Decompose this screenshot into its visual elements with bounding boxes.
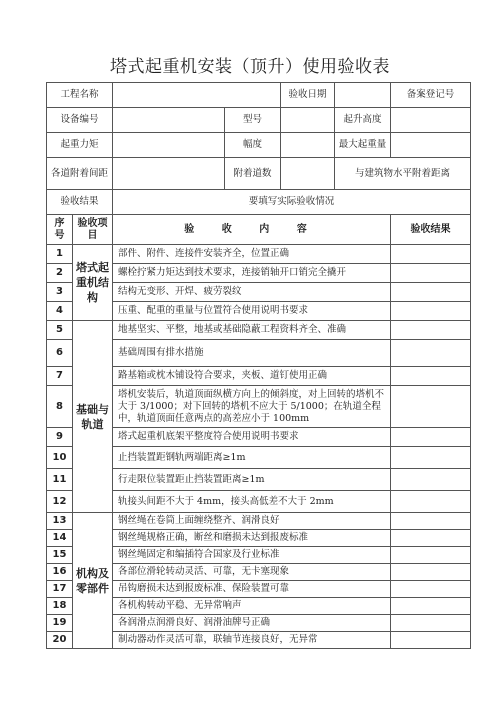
row-content: 吊钩磨损未达到报废标准、保险装置可靠 <box>113 581 391 598</box>
equip-no-value[interactable] <box>113 108 225 133</box>
row-number: 1 <box>47 245 73 264</box>
radius-value[interactable] <box>281 133 335 158</box>
row-content: 部件、附件、连接件安装齐全，位置正确 <box>113 245 391 264</box>
row-result[interactable] <box>391 386 471 428</box>
row-result[interactable] <box>391 302 471 321</box>
row-result[interactable] <box>391 340 471 367</box>
building-dist-label: 与建筑物水平附着距离 <box>335 158 471 190</box>
row-result[interactable] <box>391 447 471 469</box>
row-content: 钢丝绳规格正确，断丝和磨损未达到报废标准 <box>113 530 391 547</box>
row-number: 14 <box>47 530 73 547</box>
row-result[interactable] <box>391 632 471 649</box>
lift-moment-label: 起重力矩 <box>47 133 113 158</box>
row-number: 15 <box>47 547 73 564</box>
equip-no-label: 设备编号 <box>47 108 113 133</box>
page-title: 塔式起重机安装（顶升）使用验收表 <box>110 57 390 77</box>
row-result[interactable] <box>391 245 471 264</box>
row-number: 20 <box>47 632 73 649</box>
category-structure: 塔式起重机结构 <box>73 245 113 321</box>
lift-moment-value[interactable] <box>113 133 225 158</box>
result-header: 验收结果 <box>391 215 471 245</box>
seq-header: 序号 <box>47 215 73 245</box>
project-name-value[interactable] <box>113 83 281 108</box>
project-name-label: 工程名称 <box>47 83 113 108</box>
row-content: 轨接头间距不大于 4mm，接头高低差不大于 2mm <box>113 491 391 513</box>
row-content: 结构无变形、开焊、疲劳裂纹 <box>113 283 391 302</box>
row-number: 16 <box>47 564 73 581</box>
row-result[interactable] <box>391 530 471 547</box>
row-result[interactable] <box>391 564 471 581</box>
row-result[interactable] <box>391 428 471 447</box>
row-number: 5 <box>47 321 73 340</box>
row-content: 基础周围有排水措施 <box>113 340 391 367</box>
row-number: 3 <box>47 283 73 302</box>
row-content: 螺栓拧紧力矩达到技术要求，连接销轴开口销完全撬开 <box>113 264 391 283</box>
row-content: 行走限位装置距止挡装置距离≥1m <box>113 469 391 491</box>
row-content: 各机构转动平稳、无异常响声 <box>113 598 391 615</box>
model-label: 型号 <box>225 108 281 133</box>
lift-height-label: 起升高度 <box>335 108 391 133</box>
attached-count-label: 附着道数 <box>225 158 281 190</box>
row-content: 钢丝绳在卷筒上面缠绕整齐、润滑良好 <box>113 513 391 530</box>
row-result[interactable] <box>391 264 471 283</box>
row-number: 9 <box>47 428 73 447</box>
row-number: 17 <box>47 581 73 598</box>
row-result[interactable] <box>391 513 471 530</box>
max-weight-value[interactable] <box>391 133 471 158</box>
attached-dist-label: 各道附着间距 <box>47 158 113 190</box>
row-number: 4 <box>47 302 73 321</box>
max-weight-label: 最大起重量 <box>335 133 391 158</box>
lift-height-value[interactable] <box>391 108 471 133</box>
row-number: 11 <box>47 469 73 491</box>
row-result[interactable] <box>391 367 471 386</box>
row-content: 塔式起重机底架平整度符合使用说明书要求 <box>113 428 391 447</box>
row-number: 18 <box>47 598 73 615</box>
row-number: 8 <box>47 386 73 428</box>
row-content: 止挡装置距钢轨两端距离≥1m <box>113 447 391 469</box>
row-result[interactable] <box>391 581 471 598</box>
row-result[interactable] <box>391 469 471 491</box>
category-mechanism: 机构及零部件 <box>73 513 113 649</box>
result-label: 验收结果 <box>47 190 113 215</box>
row-number: 12 <box>47 491 73 513</box>
row-result[interactable] <box>391 547 471 564</box>
model-value[interactable] <box>281 108 335 133</box>
row-result[interactable] <box>391 283 471 302</box>
result-note[interactable]: 要填写实际验收情况 <box>113 190 471 215</box>
category-foundation: 基础与轨道 <box>73 321 113 513</box>
accept-date-label: 验收日期 <box>281 83 335 108</box>
row-content: 塔机安装后，轨道顶面纵横方向上的倾斜度，对上回转的塔机不大于 3/1000；对下回转的塔机不应大于 5/1000；在轨道全程中，轨道顶面任意两点的高差应小于 100mm <box>113 386 391 428</box>
row-result[interactable] <box>391 491 471 513</box>
filing-no-label: 备案登记号 <box>391 83 471 108</box>
row-number: 7 <box>47 367 73 386</box>
row-content: 钢丝绳固定和编插符合国家及行业标准 <box>113 547 391 564</box>
row-result[interactable] <box>391 615 471 632</box>
row-result[interactable] <box>391 598 471 615</box>
row-number: 2 <box>47 264 73 283</box>
attached-count-value[interactable] <box>281 158 335 190</box>
content-header: 验 收 内 容 <box>113 215 391 245</box>
attached-dist-value[interactable] <box>113 158 225 190</box>
row-content: 制动器动作灵活可靠，联轴节连接良好，无异常 <box>113 632 391 649</box>
row-content: 地基坚实、平整，地基或基础隐蔽工程资料齐全、准确 <box>113 321 391 340</box>
row-number: 6 <box>47 340 73 367</box>
acceptance-table <box>46 82 471 649</box>
accept-date-value[interactable] <box>335 83 391 108</box>
row-number: 13 <box>47 513 73 530</box>
row-content: 各部位滑轮转动灵活、可靠，无卡塞现象 <box>113 564 391 581</box>
row-number: 10 <box>47 447 73 469</box>
radius-label: 幅度 <box>225 133 281 158</box>
row-result[interactable] <box>391 321 471 340</box>
row-content: 路基箱或枕木铺设符合要求，夹板、道钉使用正确 <box>113 367 391 386</box>
row-number: 19 <box>47 615 73 632</box>
item-header: 验收项目 <box>73 215 113 245</box>
row-content: 各润滑点润滑良好、润滑油牌号正确 <box>113 615 391 632</box>
row-content: 压重、配重的重量与位置符合使用说明书要求 <box>113 302 391 321</box>
